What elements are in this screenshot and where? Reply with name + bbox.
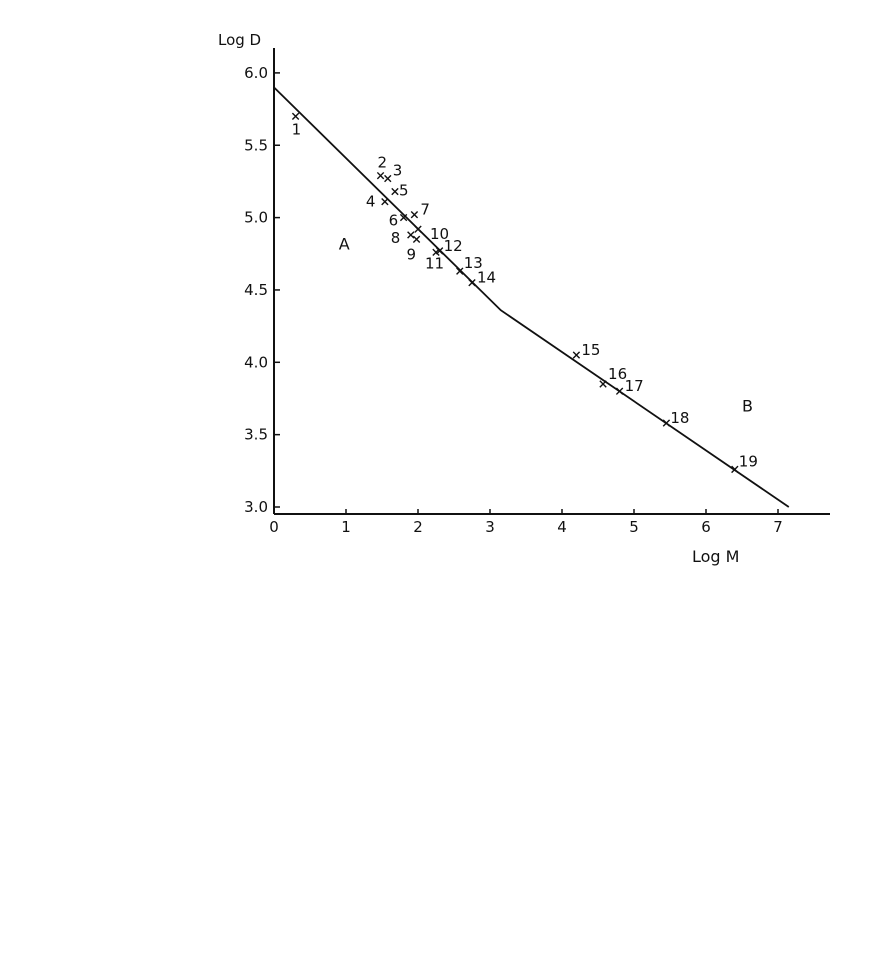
point-label: 16 — [608, 365, 628, 384]
point-label: 5 — [398, 181, 409, 200]
regression-line — [274, 87, 789, 507]
point-label: 15 — [581, 341, 601, 360]
point-label: 14 — [477, 268, 497, 287]
point-label: 18 — [670, 409, 690, 428]
x-tick-label: 6 — [701, 518, 711, 536]
point-label: 17 — [624, 377, 644, 396]
point-label: 2 — [377, 153, 388, 172]
region-label: A — [338, 234, 350, 254]
point-label: 3 — [392, 161, 403, 180]
point-label: 11 — [425, 254, 445, 273]
chart-regions — [339, 234, 753, 415]
chart-series — [274, 87, 789, 507]
point-label: 13 — [463, 254, 483, 273]
data-point — [392, 182, 409, 200]
point-label: 8 — [390, 228, 401, 247]
x-tick-label: 2 — [413, 518, 423, 536]
y-tick-label: 5.5 — [244, 136, 268, 155]
point-label: 9 — [406, 245, 417, 264]
x-tick-label: 1 — [341, 518, 351, 536]
y-tick-label: 6.0 — [244, 63, 268, 82]
data-point — [385, 162, 403, 182]
data-point — [732, 452, 758, 472]
x-tick-label: 4 — [557, 518, 567, 536]
region-label: B — [742, 396, 753, 416]
point-label: 7 — [420, 200, 430, 219]
y-tick-label: 3.0 — [244, 498, 268, 516]
x-tick-label: 0 — [269, 518, 279, 536]
point-label: 19 — [738, 452, 758, 471]
data-point — [663, 409, 689, 427]
chart-axes — [274, 48, 830, 514]
x-tick-label: 7 — [773, 518, 783, 536]
x-tick-label: 5 — [629, 518, 639, 536]
point-label: 12 — [443, 236, 463, 255]
data-point — [411, 201, 430, 219]
point-label: 6 — [388, 211, 399, 230]
x-tick-label: 3 — [485, 518, 495, 536]
x-axis-label: Log M — [692, 547, 740, 566]
y-axis-label: Log D — [218, 31, 262, 49]
data-point — [391, 229, 414, 247]
data-point — [600, 365, 627, 387]
data-point — [573, 341, 600, 359]
axis-ticks — [244, 64, 783, 536]
chart-points — [292, 113, 758, 472]
y-tick-label: 5.0 — [244, 208, 268, 227]
y-tick-label: 4.5 — [244, 280, 268, 299]
point-label: 10 — [430, 225, 450, 244]
point-label: 1 — [291, 120, 302, 139]
data-point — [292, 113, 302, 138]
y-tick-label: 3.5 — [244, 425, 268, 444]
y-tick-label: 4.0 — [244, 353, 268, 372]
data-point — [407, 236, 420, 263]
point-label: 4 — [365, 192, 376, 211]
data-point — [377, 154, 387, 179]
